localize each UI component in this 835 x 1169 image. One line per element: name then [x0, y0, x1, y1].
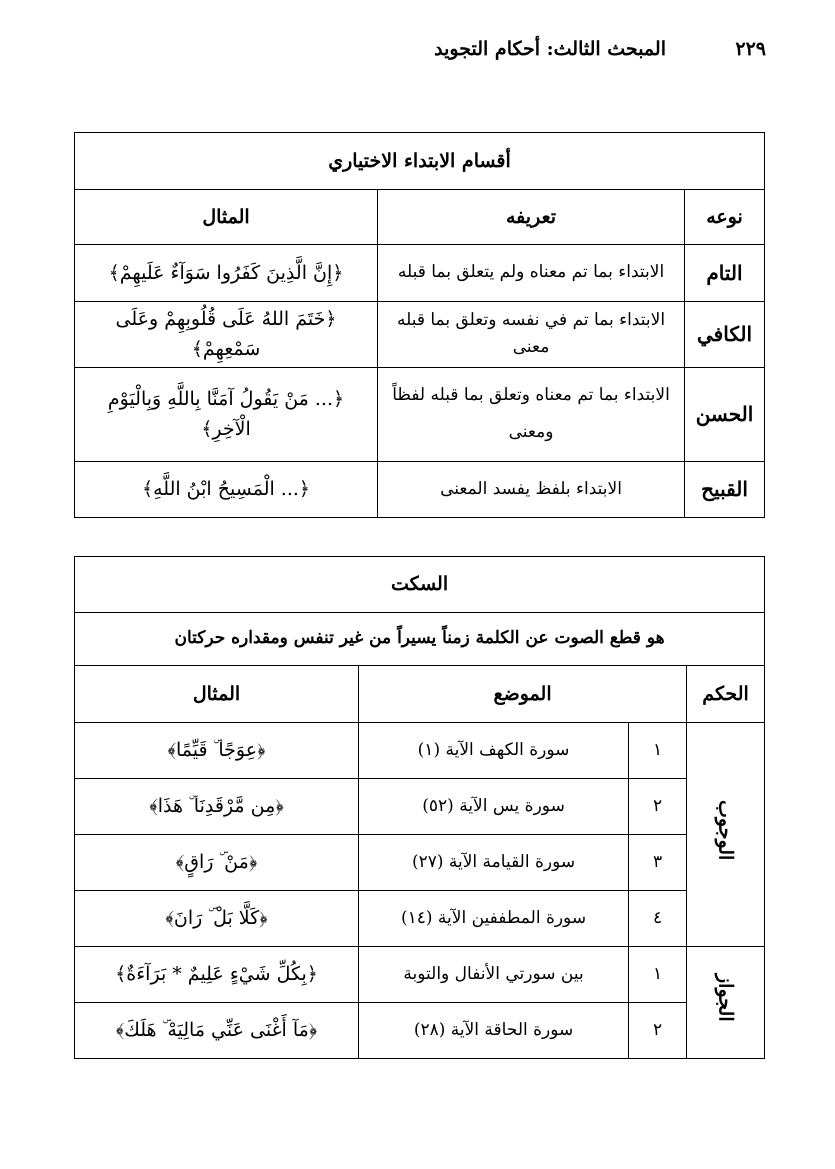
sakt-table-title: السكت — [75, 557, 765, 613]
page-number: ٢٢٩ — [735, 38, 766, 60]
ibtida-table — [74, 132, 765, 518]
location-cell: سورة المطففين الآية (١٤) — [359, 891, 629, 947]
column-header-example: المثال — [75, 190, 378, 245]
number-cell: ١ — [629, 947, 687, 1003]
location-cell: سورة الحاقة الآية (٢٨) — [359, 1003, 629, 1059]
table-row — [75, 891, 765, 947]
column-header-type: نوعه — [685, 190, 765, 245]
type-cell: الكافي — [685, 302, 765, 368]
ruling-cell-wujub — [687, 723, 765, 947]
definition-cell: الابتداء بما تم معناه ولم يتعلق بما قبله — [378, 245, 685, 302]
example-cell: ﴿... مَنْ يَقُولُ آمَنَّا بِاللَّهِ وَبِالْيَوْمِ الْآخِرِ﴾ — [75, 367, 378, 461]
column-header-ruling: الحكم — [687, 666, 765, 723]
location-cell: سورة القيامة الآية (٢٧) — [359, 835, 629, 891]
ruling-cell-jawaz — [687, 947, 765, 1059]
example-cell: ﴿إِنَّ الَّذِينَ كَفَرُوا سَوَآءٌ عَلَيهِمْ﴾ — [75, 245, 378, 302]
example-cell: ﴿مِن مَّرْقَدِنَا ۜ هَذَا﴾ — [75, 779, 359, 835]
example-cell: ﴿مَنْ ۜ رَاقٍ﴾ — [75, 835, 359, 891]
definition-cell: الابتداء بلفظ يفسد المعنى — [378, 461, 685, 517]
type-cell: القبيح — [685, 461, 765, 517]
table-row — [75, 723, 765, 779]
location-cell: سورة الكهف الآية (١) — [359, 723, 629, 779]
table-row — [75, 835, 765, 891]
number-cell: ٢ — [629, 1003, 687, 1059]
location-cell: بين سورتي الأنفال والتوبة — [359, 947, 629, 1003]
table-row — [75, 1003, 765, 1059]
definition-cell: الابتداء بما تم في نفسه وتعلق بما قبله معنى — [378, 302, 685, 368]
example-cell: ﴿عِوَجًا ۜ قَيِّمًا﴾ — [75, 723, 359, 779]
sakt-table — [74, 556, 765, 1059]
number-cell: ٤ — [629, 891, 687, 947]
number-cell: ٢ — [629, 779, 687, 835]
column-header-location: الموضع — [359, 666, 687, 723]
ruling-label: الجواز — [714, 974, 737, 1022]
column-header-example: المثال — [75, 666, 359, 723]
example-cell: ﴿بِكُلِّ شَيْءٍ عَلِيمٌ * بَرَآءَةٌ﴾ — [75, 947, 359, 1003]
ruling-label: الوجوب — [714, 799, 737, 861]
type-cell: التام — [685, 245, 765, 302]
table-row — [75, 779, 765, 835]
sakt-definition: هو قطع الصوت عن الكلمة زمناً يسيراً من غير تنفس ومقداره حركتان — [75, 613, 765, 666]
table-row — [75, 245, 765, 302]
table-row — [75, 367, 765, 461]
location-cell: سورة يس الآية (٥٢) — [359, 779, 629, 835]
type-cell: الحسن — [685, 367, 765, 461]
table-row — [75, 461, 765, 517]
definition-cell: الابتداء بما تم معناه وتعلق بما قبله لفظاً ومعنى — [378, 367, 685, 461]
table-row — [75, 302, 765, 368]
example-cell: ﴿... الْمَسِيحُ ابْنُ اللَّهِ﴾ — [75, 461, 378, 517]
chapter-title: المبحث الثالث: أحكام التجويد — [434, 38, 666, 60]
number-cell: ٣ — [629, 835, 687, 891]
table-row — [75, 947, 765, 1003]
number-cell: ١ — [629, 723, 687, 779]
example-cell: ﴿خَتَمَ اللهُ عَلَى قُلُوبِهِمْ وعَلَى سَمْعِهِمْ﴾ — [75, 302, 378, 368]
column-header-definition: تعريفه — [378, 190, 685, 245]
example-cell: ﴿كَلَّا بَلْ ۜ رَانَ﴾ — [75, 891, 359, 947]
ibtida-table-title: أقسام الابتداء الاختياري — [75, 133, 765, 190]
example-cell: ﴿مَآ أَغْنَى عَنِّي مَالِيَهْ ۜ هَلَكَ﴾ — [75, 1003, 359, 1059]
page-header — [76, 36, 766, 70]
